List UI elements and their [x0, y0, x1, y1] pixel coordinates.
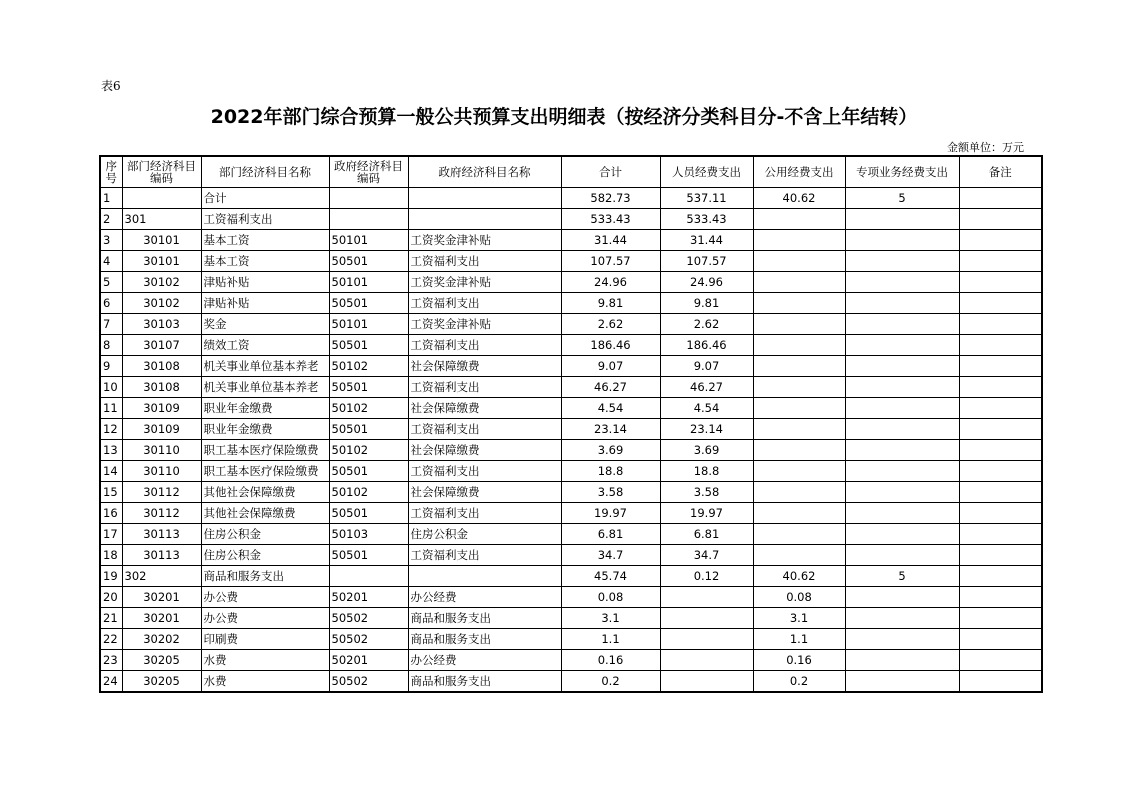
row-index-cell: 17: [100, 524, 122, 545]
gov-econ-code-cell: 50501: [329, 419, 408, 440]
gov-econ-code-cell: 50502: [329, 629, 408, 650]
public-expense-cell: [753, 503, 845, 524]
personnel-expense-cell: 9.81: [660, 293, 753, 314]
row-index-cell: 19: [100, 566, 122, 587]
special-expense-cell: [845, 461, 959, 482]
personnel-expense-cell: 537.11: [660, 188, 753, 209]
note-cell: [959, 440, 1042, 461]
gov-econ-name-cell: 商品和服务支出: [408, 608, 561, 629]
dept-econ-code-cell: 30109: [122, 398, 201, 419]
special-expense-cell: [845, 356, 959, 377]
header-cell: 部门经济科目编码: [122, 156, 201, 188]
gov-econ-code-cell: 50101: [329, 314, 408, 335]
note-cell: [959, 650, 1042, 671]
table-number: 表6: [101, 79, 121, 93]
note-cell: [959, 230, 1042, 251]
gov-econ-name-cell: 工资福利支出: [408, 377, 561, 398]
personnel-expense-cell: 4.54: [660, 398, 753, 419]
gov-econ-name-cell: 社会保障缴费: [408, 482, 561, 503]
gov-econ-name-cell: [408, 209, 561, 230]
special-expense-cell: 5: [845, 188, 959, 209]
row-index-cell: 8: [100, 335, 122, 356]
note-cell: [959, 524, 1042, 545]
dept-econ-code-cell: 30108: [122, 356, 201, 377]
note-cell: [959, 398, 1042, 419]
public-expense-cell: [753, 356, 845, 377]
row-index-cell: 23: [100, 650, 122, 671]
public-expense-cell: [753, 545, 845, 566]
gov-econ-name-cell: 工资福利支出: [408, 335, 561, 356]
note-cell: [959, 251, 1042, 272]
dept-econ-code-cell: 30102: [122, 272, 201, 293]
amount-unit-label: 金额单位：万元: [947, 141, 1024, 154]
table-row: [100, 629, 1042, 650]
note-cell: [959, 335, 1042, 356]
gov-econ-code-cell: 50501: [329, 335, 408, 356]
table-row: [100, 314, 1042, 335]
special-expense-cell: [845, 251, 959, 272]
total-amount-cell: 0.08: [561, 587, 660, 608]
table-row: [100, 524, 1042, 545]
special-expense-cell: [845, 608, 959, 629]
gov-econ-code-cell: 50103: [329, 524, 408, 545]
special-expense-cell: 5: [845, 566, 959, 587]
row-index-cell: 16: [100, 503, 122, 524]
gov-econ-code-cell: 50501: [329, 377, 408, 398]
note-cell: [959, 482, 1042, 503]
public-expense-cell: [753, 461, 845, 482]
table-row: [100, 230, 1042, 251]
dept-econ-code-cell: 30113: [122, 545, 201, 566]
gov-econ-code-cell: 50501: [329, 503, 408, 524]
header-cell: 政府经济科目名称: [408, 156, 561, 188]
row-index-cell: 1: [100, 188, 122, 209]
total-amount-cell: 1.1: [561, 629, 660, 650]
dept-econ-code-cell: 30101: [122, 230, 201, 251]
personnel-expense-cell: 18.8: [660, 461, 753, 482]
gov-econ-name-cell: 商品和服务支出: [408, 671, 561, 693]
dept-econ-code-cell: 30103: [122, 314, 201, 335]
note-cell: [959, 188, 1042, 209]
dept-econ-name-cell: 职工基本医疗保险缴费: [201, 440, 329, 461]
personnel-expense-cell: 6.81: [660, 524, 753, 545]
dept-econ-name-cell: 基本工资: [201, 230, 329, 251]
table-row: [100, 671, 1042, 693]
gov-econ-code-cell: 50101: [329, 230, 408, 251]
gov-econ-name-cell: 工资福利支出: [408, 419, 561, 440]
row-index-cell: 3: [100, 230, 122, 251]
row-index-cell: 11: [100, 398, 122, 419]
personnel-expense-cell: 533.43: [660, 209, 753, 230]
gov-econ-name-cell: 工资福利支出: [408, 545, 561, 566]
dept-econ-code-cell: 301: [122, 209, 201, 230]
total-amount-cell: 46.27: [561, 377, 660, 398]
note-cell: [959, 209, 1042, 230]
row-index-cell: 4: [100, 251, 122, 272]
header-cell: 政府经济科目编码: [329, 156, 408, 188]
dept-econ-code-cell: [122, 188, 201, 209]
note-cell: [959, 608, 1042, 629]
public-expense-cell: 3.1: [753, 608, 845, 629]
dept-econ-code-cell: 30202: [122, 629, 201, 650]
dept-econ-name-cell: 住房公积金: [201, 545, 329, 566]
header-cell: 专项业务经费支出: [845, 156, 959, 188]
row-index-cell: 5: [100, 272, 122, 293]
total-amount-cell: 24.96: [561, 272, 660, 293]
note-cell: [959, 671, 1042, 693]
dept-econ-code-cell: 30109: [122, 419, 201, 440]
personnel-expense-cell: 24.96: [660, 272, 753, 293]
gov-econ-name-cell: 工资奖金津补贴: [408, 272, 561, 293]
gov-econ-name-cell: 社会保障缴费: [408, 440, 561, 461]
gov-econ-name-cell: [408, 566, 561, 587]
gov-econ-code-cell: [329, 209, 408, 230]
gov-econ-code-cell: 50501: [329, 461, 408, 482]
personnel-expense-cell: 9.07: [660, 356, 753, 377]
gov-econ-code-cell: 50501: [329, 293, 408, 314]
public-expense-cell: [753, 482, 845, 503]
dept-econ-name-cell: 其他社会保障缴费: [201, 503, 329, 524]
public-expense-cell: 40.62: [753, 188, 845, 209]
dept-econ-name-cell: 津贴补贴: [201, 293, 329, 314]
table-row: [100, 461, 1042, 482]
special-expense-cell: [845, 650, 959, 671]
table-body: [100, 188, 1042, 693]
public-expense-cell: 0.2: [753, 671, 845, 693]
gov-econ-name-cell: 工资福利支出: [408, 251, 561, 272]
gov-econ-name-cell: 办公经费: [408, 587, 561, 608]
public-expense-cell: [753, 419, 845, 440]
row-index-cell: 20: [100, 587, 122, 608]
special-expense-cell: [845, 314, 959, 335]
dept-econ-name-cell: 职工基本医疗保险缴费: [201, 461, 329, 482]
public-expense-cell: [753, 272, 845, 293]
dept-econ-code-cell: 30201: [122, 608, 201, 629]
total-amount-cell: 186.46: [561, 335, 660, 356]
special-expense-cell: [845, 335, 959, 356]
gov-econ-code-cell: [329, 566, 408, 587]
dept-econ-code-cell: 30201: [122, 587, 201, 608]
public-expense-cell: [753, 314, 845, 335]
dept-econ-code-cell: 30102: [122, 293, 201, 314]
total-amount-cell: 0.16: [561, 650, 660, 671]
personnel-expense-cell: 46.27: [660, 377, 753, 398]
gov-econ-code-cell: 50102: [329, 398, 408, 419]
public-expense-cell: 0.16: [753, 650, 845, 671]
gov-econ-name-cell: 工资奖金津补贴: [408, 314, 561, 335]
table-row: [100, 293, 1042, 314]
table-row: [100, 398, 1042, 419]
total-amount-cell: 31.44: [561, 230, 660, 251]
row-index-cell: 6: [100, 293, 122, 314]
total-amount-cell: 0.2: [561, 671, 660, 693]
note-cell: [959, 587, 1042, 608]
table-row: [100, 419, 1042, 440]
gov-econ-name-cell: 工资奖金津补贴: [408, 230, 561, 251]
row-index-cell: 12: [100, 419, 122, 440]
table-row: [100, 377, 1042, 398]
special-expense-cell: [845, 440, 959, 461]
personnel-expense-cell: 107.57: [660, 251, 753, 272]
total-amount-cell: 3.58: [561, 482, 660, 503]
public-expense-cell: [753, 251, 845, 272]
total-amount-cell: 23.14: [561, 419, 660, 440]
table-row: [100, 503, 1042, 524]
total-amount-cell: 582.73: [561, 188, 660, 209]
total-amount-cell: 4.54: [561, 398, 660, 419]
dept-econ-code-cell: 30112: [122, 482, 201, 503]
special-expense-cell: [845, 419, 959, 440]
personnel-expense-cell: 3.58: [660, 482, 753, 503]
row-index-cell: 9: [100, 356, 122, 377]
row-index-cell: 21: [100, 608, 122, 629]
note-cell: [959, 293, 1042, 314]
total-amount-cell: 533.43: [561, 209, 660, 230]
header-cell: 人员经费支出: [660, 156, 753, 188]
note-cell: [959, 461, 1042, 482]
header-cell: 序号: [100, 156, 122, 188]
gov-econ-name-cell: 办公经费: [408, 650, 561, 671]
header-cell: 合计: [561, 156, 660, 188]
public-expense-cell: [753, 209, 845, 230]
page-title: 2022年部门综合预算一般公共预算支出明细表（按经济分类科目分-不含上年结转）: [210, 106, 918, 128]
public-expense-cell: [753, 230, 845, 251]
note-cell: [959, 545, 1042, 566]
dept-econ-code-cell: 30101: [122, 251, 201, 272]
dept-econ-name-cell: 商品和服务支出: [201, 566, 329, 587]
header-cell: 备注: [959, 156, 1042, 188]
gov-econ-code-cell: 50201: [329, 650, 408, 671]
public-expense-cell: [753, 440, 845, 461]
dept-econ-code-cell: 30113: [122, 524, 201, 545]
gov-econ-code-cell: 50102: [329, 356, 408, 377]
row-index-cell: 22: [100, 629, 122, 650]
total-amount-cell: 19.97: [561, 503, 660, 524]
public-expense-cell: [753, 398, 845, 419]
total-amount-cell: 45.74: [561, 566, 660, 587]
personnel-expense-cell: [660, 650, 753, 671]
special-expense-cell: [845, 272, 959, 293]
note-cell: [959, 272, 1042, 293]
personnel-expense-cell: 2.62: [660, 314, 753, 335]
note-cell: [959, 503, 1042, 524]
note-cell: [959, 629, 1042, 650]
total-amount-cell: 6.81: [561, 524, 660, 545]
header-cell: 部门经济科目名称: [201, 156, 329, 188]
table-row: [100, 650, 1042, 671]
total-amount-cell: 34.7: [561, 545, 660, 566]
budget-detail-table: [99, 155, 1043, 693]
table-row: [100, 251, 1042, 272]
total-amount-cell: 9.81: [561, 293, 660, 314]
dept-econ-name-cell: 合计: [201, 188, 329, 209]
table-row: [100, 209, 1042, 230]
dept-econ-name-cell: 工资福利支出: [201, 209, 329, 230]
row-index-cell: 7: [100, 314, 122, 335]
gov-econ-name-cell: 社会保障缴费: [408, 356, 561, 377]
dept-econ-name-cell: 办公费: [201, 587, 329, 608]
personnel-expense-cell: 0.12: [660, 566, 753, 587]
gov-econ-name-cell: 工资福利支出: [408, 503, 561, 524]
dept-econ-name-cell: 职业年金缴费: [201, 419, 329, 440]
row-index-cell: 13: [100, 440, 122, 461]
special-expense-cell: [845, 629, 959, 650]
special-expense-cell: [845, 587, 959, 608]
dept-econ-code-cell: 30205: [122, 650, 201, 671]
dept-econ-code-cell: 30107: [122, 335, 201, 356]
note-cell: [959, 356, 1042, 377]
gov-econ-name-cell: 工资福利支出: [408, 461, 561, 482]
row-index-cell: 10: [100, 377, 122, 398]
gov-econ-code-cell: 50501: [329, 545, 408, 566]
dept-econ-code-cell: 30205: [122, 671, 201, 693]
note-cell: [959, 314, 1042, 335]
gov-econ-name-cell: [408, 188, 561, 209]
table-header-row: [100, 156, 1042, 188]
dept-econ-name-cell: 其他社会保障缴费: [201, 482, 329, 503]
public-expense-cell: 0.08: [753, 587, 845, 608]
personnel-expense-cell: 23.14: [660, 419, 753, 440]
public-expense-cell: 40.62: [753, 566, 845, 587]
row-index-cell: 18: [100, 545, 122, 566]
dept-econ-code-cell: 30110: [122, 440, 201, 461]
personnel-expense-cell: [660, 587, 753, 608]
table-row: [100, 545, 1042, 566]
special-expense-cell: [845, 230, 959, 251]
public-expense-cell: [753, 335, 845, 356]
personnel-expense-cell: 3.69: [660, 440, 753, 461]
gov-econ-code-cell: 50101: [329, 272, 408, 293]
dept-econ-name-cell: 机关事业单位基本养老: [201, 356, 329, 377]
total-amount-cell: 107.57: [561, 251, 660, 272]
special-expense-cell: [845, 671, 959, 693]
table-row: [100, 272, 1042, 293]
dept-econ-code-cell: 30110: [122, 461, 201, 482]
table-row: [100, 440, 1042, 461]
personnel-expense-cell: 19.97: [660, 503, 753, 524]
gov-econ-code-cell: 50502: [329, 608, 408, 629]
public-expense-cell: [753, 377, 845, 398]
gov-econ-name-cell: 商品和服务支出: [408, 629, 561, 650]
table-row: [100, 188, 1042, 209]
total-amount-cell: 3.69: [561, 440, 660, 461]
dept-econ-name-cell: 水费: [201, 650, 329, 671]
gov-econ-name-cell: 社会保障缴费: [408, 398, 561, 419]
table-row: [100, 566, 1042, 587]
row-index-cell: 24: [100, 671, 122, 693]
personnel-expense-cell: 34.7: [660, 545, 753, 566]
special-expense-cell: [845, 398, 959, 419]
gov-econ-name-cell: 住房公积金: [408, 524, 561, 545]
gov-econ-code-cell: 50201: [329, 587, 408, 608]
personnel-expense-cell: [660, 608, 753, 629]
gov-econ-code-cell: 50502: [329, 671, 408, 693]
dept-econ-name-cell: 机关事业单位基本养老: [201, 377, 329, 398]
personnel-expense-cell: 186.46: [660, 335, 753, 356]
total-amount-cell: 18.8: [561, 461, 660, 482]
table-row: [100, 608, 1042, 629]
special-expense-cell: [845, 524, 959, 545]
note-cell: [959, 377, 1042, 398]
special-expense-cell: [845, 209, 959, 230]
dept-econ-name-cell: 住房公积金: [201, 524, 329, 545]
row-index-cell: 15: [100, 482, 122, 503]
dept-econ-name-cell: 办公费: [201, 608, 329, 629]
public-expense-cell: [753, 524, 845, 545]
special-expense-cell: [845, 293, 959, 314]
table-row: [100, 356, 1042, 377]
dept-econ-code-cell: 30112: [122, 503, 201, 524]
dept-econ-name-cell: 职业年金缴费: [201, 398, 329, 419]
dept-econ-code-cell: 302: [122, 566, 201, 587]
total-amount-cell: 2.62: [561, 314, 660, 335]
dept-econ-name-cell: 基本工资: [201, 251, 329, 272]
public-expense-cell: [753, 293, 845, 314]
special-expense-cell: [845, 545, 959, 566]
gov-econ-code-cell: [329, 188, 408, 209]
table-row: [100, 587, 1042, 608]
dept-econ-name-cell: 印刷费: [201, 629, 329, 650]
table-row: [100, 335, 1042, 356]
total-amount-cell: 3.1: [561, 608, 660, 629]
total-amount-cell: 9.07: [561, 356, 660, 377]
table-row: [100, 482, 1042, 503]
row-index-cell: 14: [100, 461, 122, 482]
dept-econ-name-cell: 绩效工资: [201, 335, 329, 356]
note-cell: [959, 566, 1042, 587]
dept-econ-name-cell: 水费: [201, 671, 329, 693]
dept-econ-code-cell: 30108: [122, 377, 201, 398]
gov-econ-code-cell: 50102: [329, 482, 408, 503]
public-expense-cell: 1.1: [753, 629, 845, 650]
special-expense-cell: [845, 503, 959, 524]
dept-econ-name-cell: 奖金: [201, 314, 329, 335]
personnel-expense-cell: [660, 629, 753, 650]
personnel-expense-cell: 31.44: [660, 230, 753, 251]
note-cell: [959, 419, 1042, 440]
special-expense-cell: [845, 377, 959, 398]
gov-econ-code-cell: 50102: [329, 440, 408, 461]
dept-econ-name-cell: 津贴补贴: [201, 272, 329, 293]
row-index-cell: 2: [100, 209, 122, 230]
personnel-expense-cell: [660, 671, 753, 693]
special-expense-cell: [845, 482, 959, 503]
gov-econ-code-cell: 50501: [329, 251, 408, 272]
header-cell: 公用经费支出: [753, 156, 845, 188]
gov-econ-name-cell: 工资福利支出: [408, 293, 561, 314]
